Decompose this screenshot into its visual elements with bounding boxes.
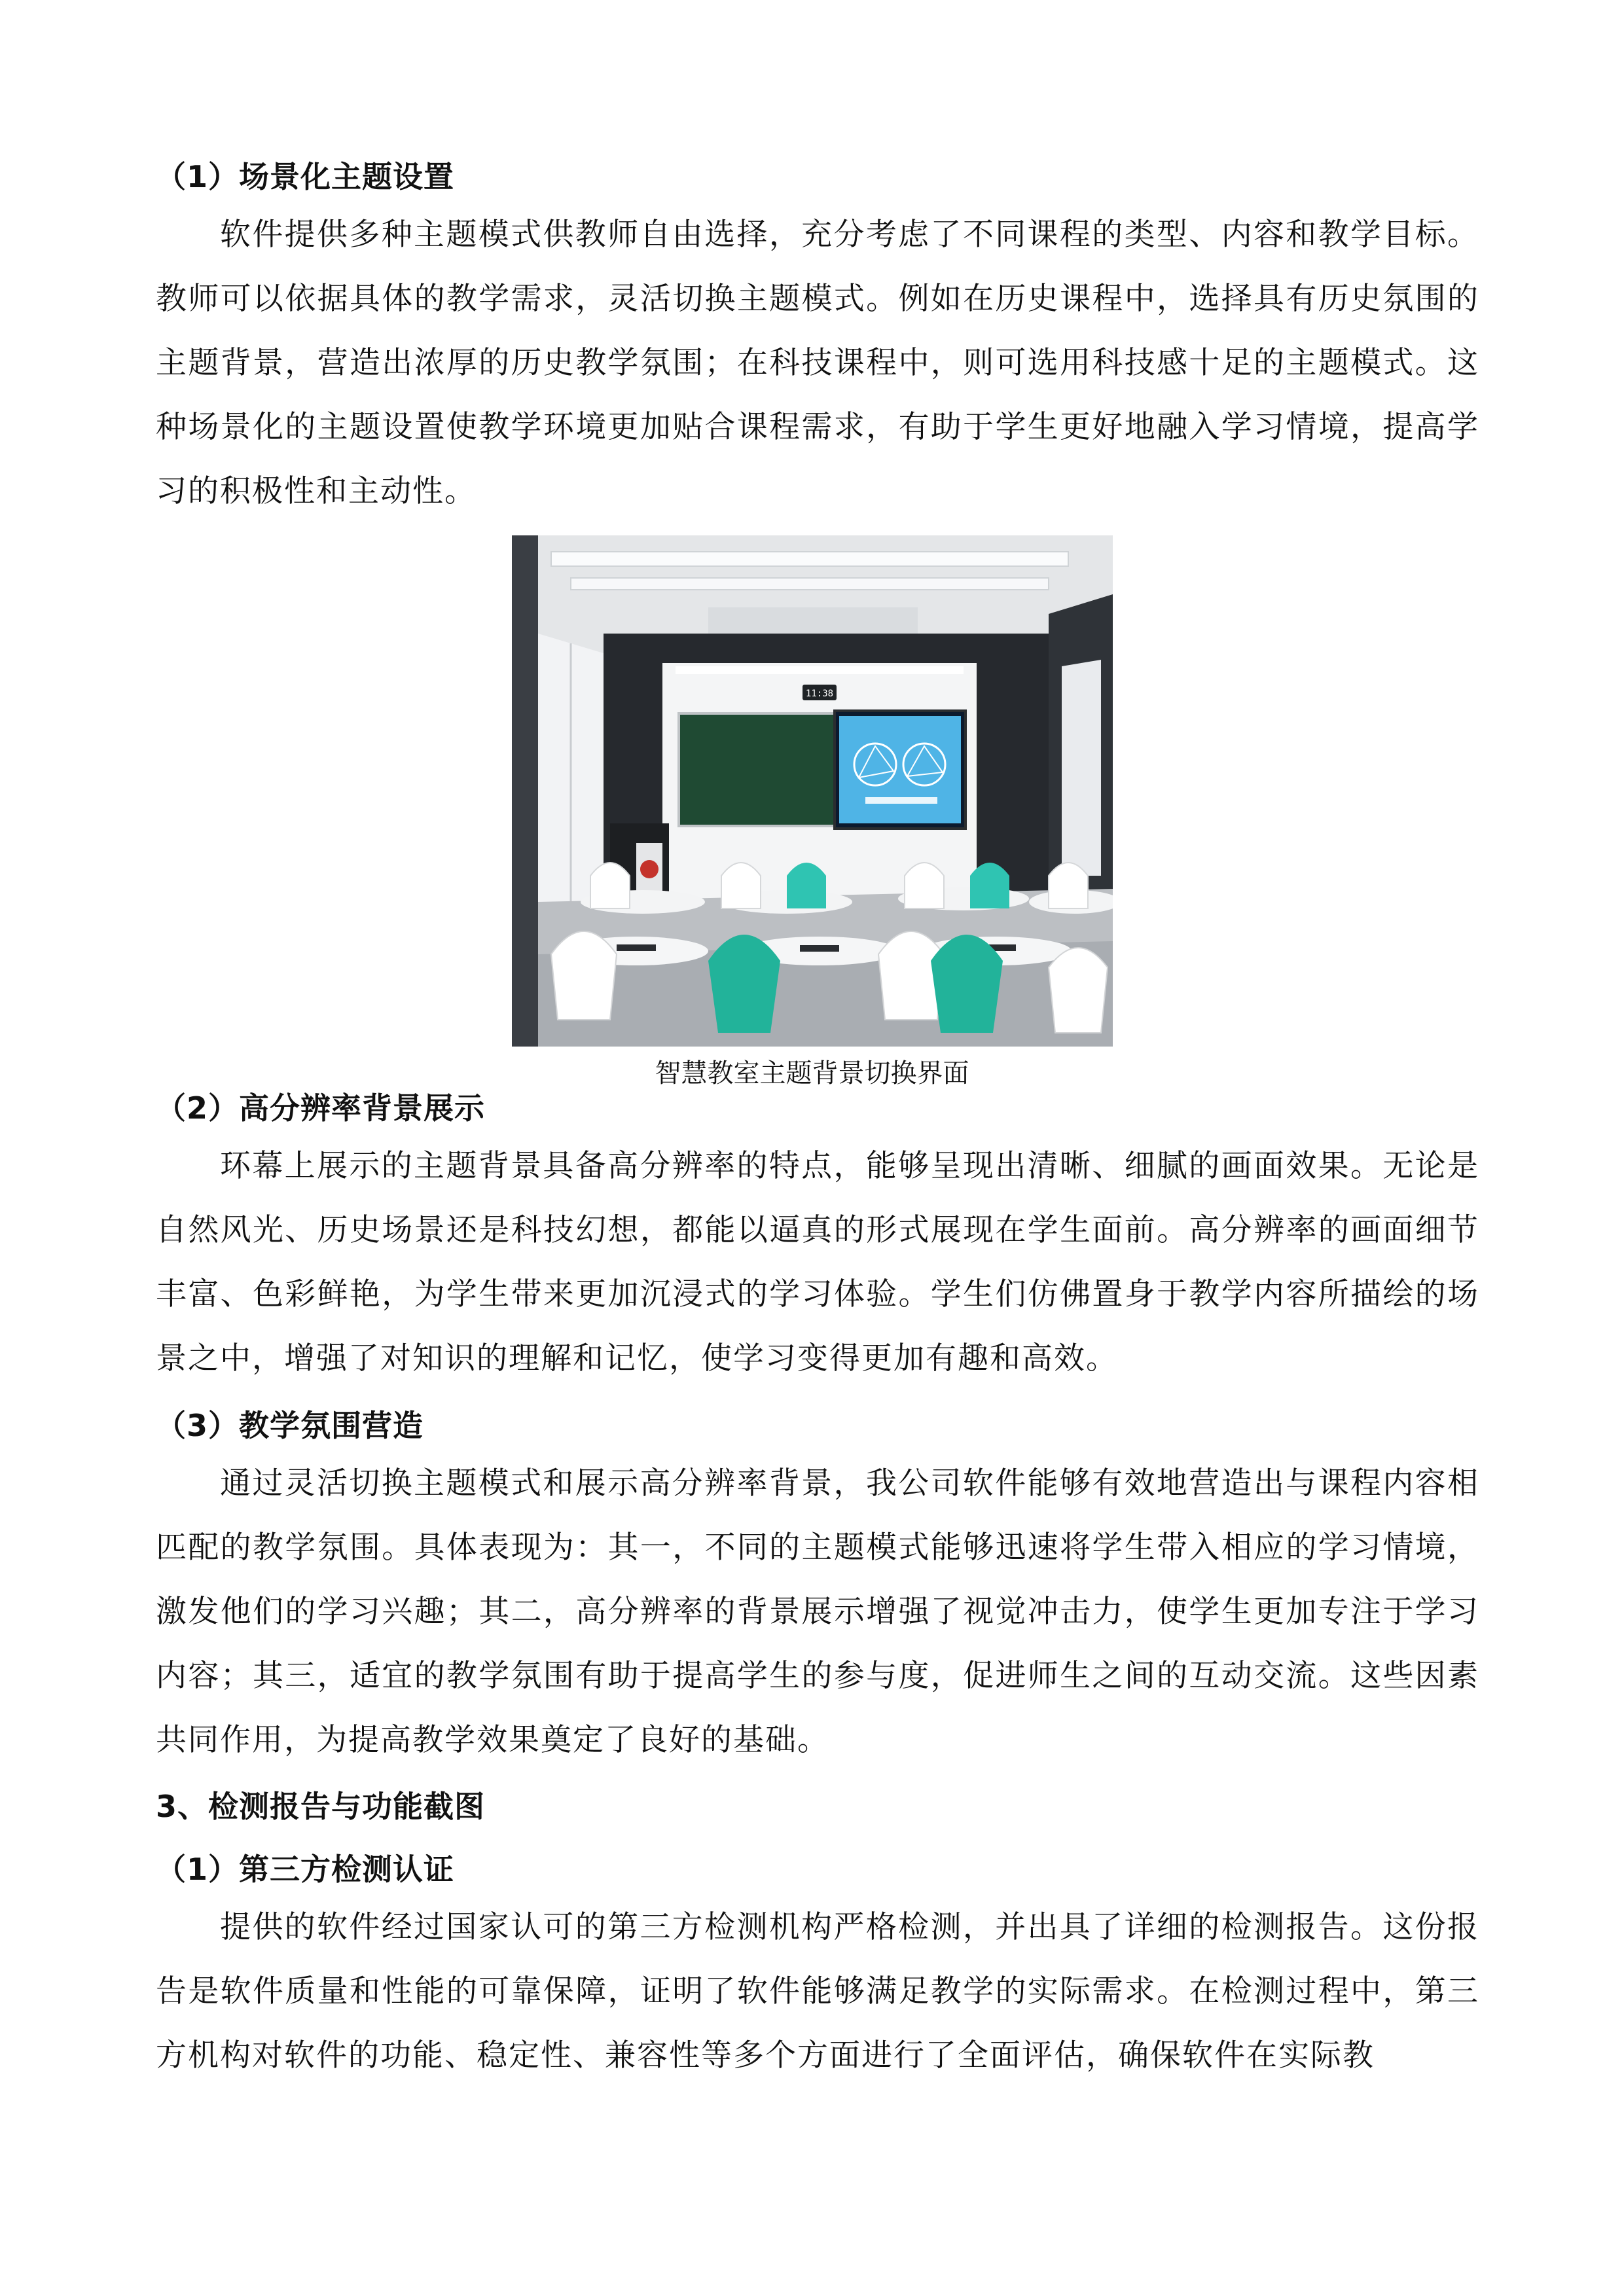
chalkboard — [679, 713, 835, 826]
figure-caption: 智慧教室主题背景切换界面 — [655, 1058, 969, 1088]
section-paragraph-scene-theme: 软件提供多种主题模式供教师自由选择，充分考虑了不同课程的类型、内容和教学目标。教师可以依据具体的教学需求，灵活切换主题模式。例如在历史课程中，选择具有历史氛围的主题背景，营造出浓厚的历史教学氛围；在科技课程中，则可选用科技感十足的主题模式。这种场景化的主题设置使教学环境更加贴合课程需求，有助于学生更好地融入学习情境，提高学习的积极性和主动性。 — [156, 217, 1479, 509]
chapter-heading-test-report: 3、检测报告与功能截图 — [156, 1789, 486, 1824]
section-heading-atmosphere: （3）教学氛围营造 — [156, 1408, 424, 1443]
section-paragraph-high-resolution: 环幕上展示的主题背景具备高分辨率的特点，能够呈现出清晰、细腻的画面效果。无论是自然风光、历史场景还是科技幻想，都能以逼真的形式展现在学生面前。高分辨率的画面细节丰富、色彩鲜艳，为学生带来更加沉浸式的学习体验。学生们仿佛置身于教学内容所描绘的场景之中，增强了对知识的理解和记忆，使学习变得更加有趣和高效。 — [156, 1148, 1479, 1376]
section-heading-third-party: （1）第三方检测认证 — [156, 1852, 455, 1887]
section-heading-scene-theme: （1）场景化主题设置 — [156, 159, 455, 194]
classroom-photo — [512, 535, 1113, 1047]
section-paragraph-atmosphere: 通过灵活切换主题模式和展示高分辨率背景，我公司软件能够有效地营造出与课程内容相匹配的教学氛围。具体表现为：其一，不同的主题模式能够迅速将学生带入相应的学习情境，激发他们的学习兴趣；其二，高分辨率的背景展示增强了视觉冲击力，使学生更加专注于学习内容；其三，适宜的教学氛围有助于提高学生的参与度，促进师生之间的互动交流。这些因素共同作用，为提高教学效果奠定了良好的基础。 — [156, 1465, 1479, 1758]
clock-readout: 11:38 — [805, 689, 834, 699]
section-paragraph-third-party: 提供的软件经过国家认可的第三方检测机构严格检测，并出具了详细的检测报告。这份报告是软件质量和性能的可靠保障，证明了软件能够满足教学的实际需求。在检测过程中，第三方机构对软件的功能、稳定性、兼容性等多个方面进行了全面评估，确保软件在实际教 — [156, 1909, 1479, 2073]
section-heading-high-resolution: （2）高分辨率背景展示 — [156, 1090, 486, 1126]
